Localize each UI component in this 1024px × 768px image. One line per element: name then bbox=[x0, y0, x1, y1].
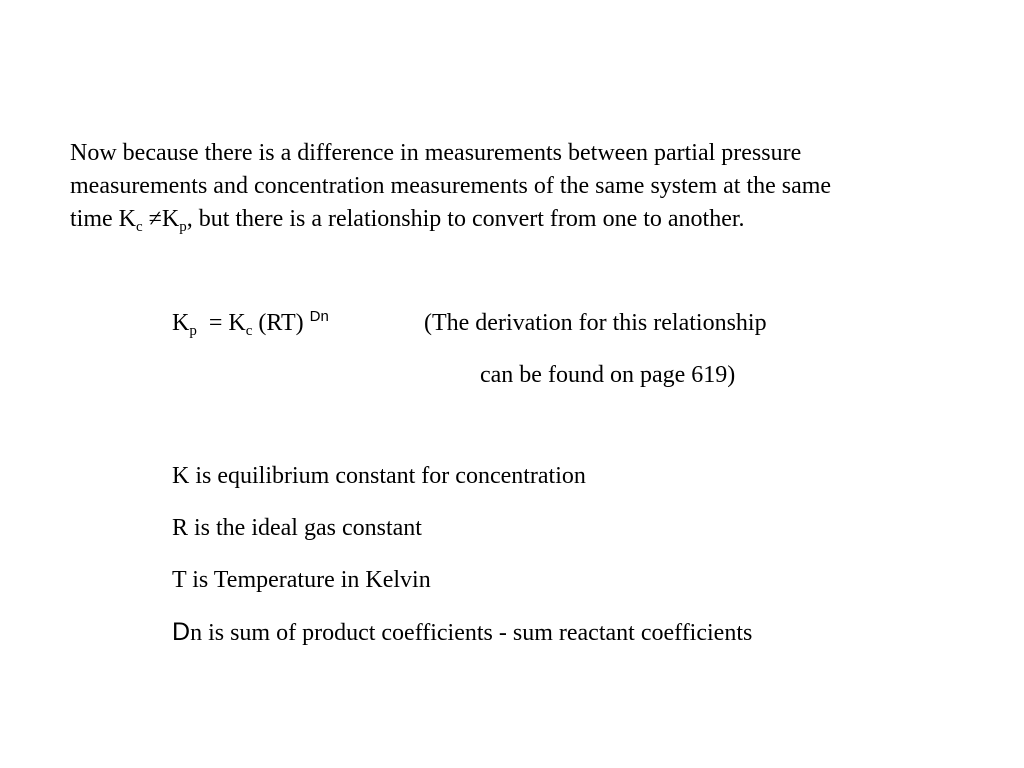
definitions-list bbox=[172, 460, 752, 668]
delta-symbol: D bbox=[172, 618, 191, 646]
formula-exponent: Dn bbox=[309, 308, 329, 325]
formula-equals-kc: = K bbox=[196, 310, 246, 336]
formula-row bbox=[172, 307, 767, 340]
not-equal-kp: ≠K bbox=[142, 206, 180, 232]
definition-r: R is the ideal gas constant bbox=[172, 515, 422, 541]
intro-line-2: measurements and concentration measurements of the same system at the same bbox=[70, 173, 832, 199]
intro-line-3 bbox=[70, 203, 1000, 236]
definition-dn bbox=[172, 616, 752, 668]
definition-k: K is equilibrium constant for concentration bbox=[172, 463, 586, 489]
intro-line-1: Now because there is a difference in measurements between partial pressure bbox=[70, 140, 802, 166]
intro-paragraph bbox=[70, 137, 1000, 236]
kp-subscript: p bbox=[179, 219, 187, 235]
intro-line-3-suffix: , but there is a relationship to convert from one to another. bbox=[186, 206, 745, 232]
definition-t: T is Temperature in Kelvin bbox=[172, 567, 431, 593]
formula-kp-base: K bbox=[172, 310, 190, 336]
definition-dn-text: n is sum of product coefficients - sum reactant coefficients bbox=[190, 620, 753, 646]
formula-kc-subscript: c bbox=[245, 323, 253, 339]
kc-subscript: c bbox=[136, 219, 143, 235]
derivation-note-line-1: (The derivation for this relationship bbox=[424, 310, 767, 336]
kp-formula bbox=[172, 307, 424, 340]
formula-kp-subscript: p bbox=[189, 323, 197, 339]
formula-rt: (RT) bbox=[252, 310, 310, 336]
intro-line-3-prefix: time K bbox=[70, 206, 136, 232]
derivation-note-line-2: can be found on page 619) bbox=[480, 362, 736, 388]
